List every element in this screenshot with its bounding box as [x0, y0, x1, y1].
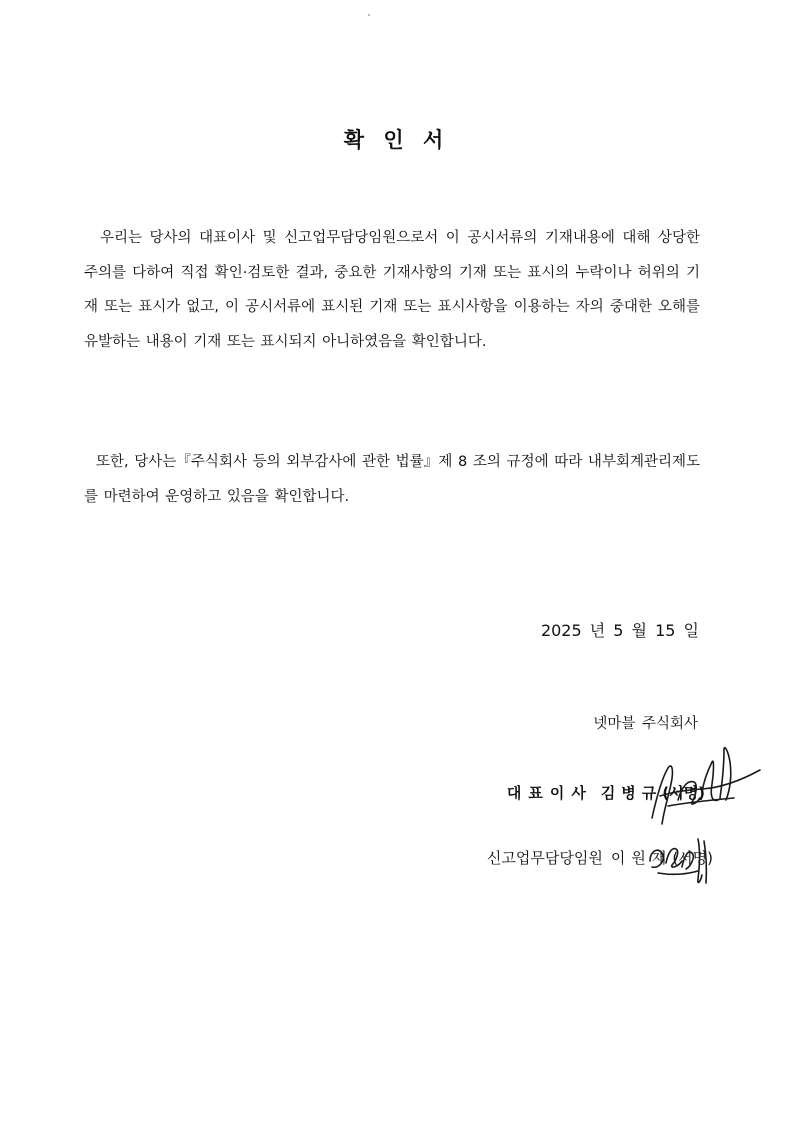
ceo-role: 대표이사 [506, 784, 593, 802]
document-title: 확 인 서 [343, 128, 450, 152]
ceo-signature-line [507, 782, 705, 803]
ceo-sign-mark: (서명) [662, 784, 705, 802]
scan-mark [368, 14, 370, 16]
confirmation-paragraph: 우리는 당사의 대표이사 및 신고업무담당임원으로서 이 공시서류의 기재내용에 대해 상당한 주의를 다하여 직접 확인·검토한 결과, 중요한 기재사항의 기재 또는 표시의 누락이나 허위의 기재 또는 표시가 없고, 이 공시서류에 표시된 기재 또는 표시사항을 이용하는 자의 중대한 오해를 유발하는 내용이 기재 또는 표시되지 아니하였음을 확인합니다. [84, 230, 700, 350]
officer-name: 이원재 [610, 849, 673, 867]
document-date: 2025 년 5 월 15 일 [540, 621, 699, 640]
officer-role: 신고업무담당임원 [486, 849, 603, 867]
officer-sign-mark: (서명) [672, 849, 713, 867]
internal-control-paragraph: 또한, 당사는『주식회사 등의 외부감사에 관한 법률』제 8 조의 규정에 따라 내부회계관리제도를 마련하여 운영하고 있음을 확인합니다. [84, 454, 700, 505]
company-name: 넷마블 주식회사 [593, 716, 698, 732]
disclosure-officer-signature-line [487, 847, 713, 868]
ceo-name: 김병규 [600, 784, 663, 802]
